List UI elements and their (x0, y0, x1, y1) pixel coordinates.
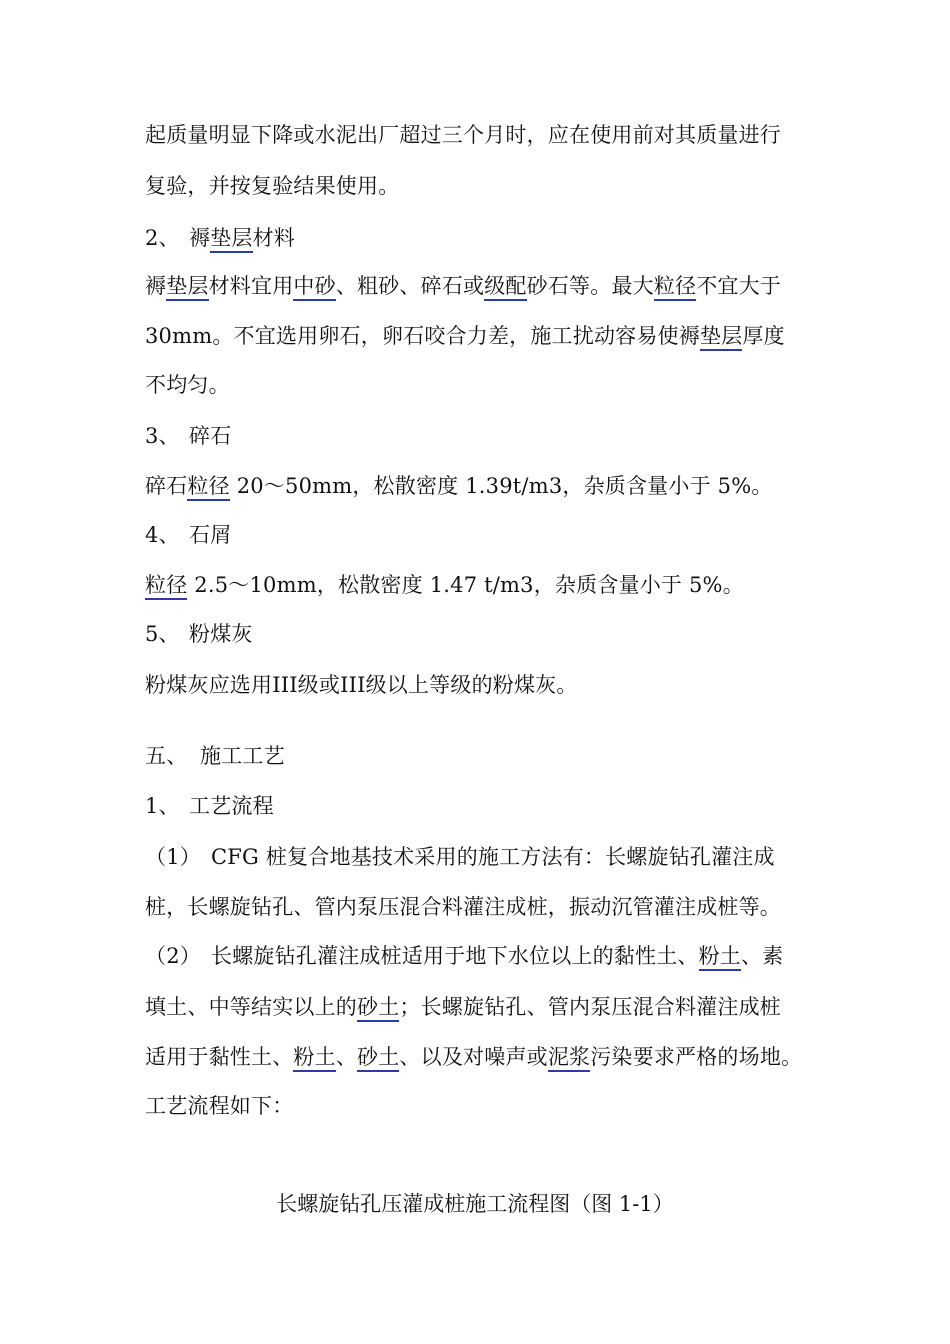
heading-text: 粉煤灰 (189, 622, 253, 646)
section-number: 1、 (145, 794, 180, 818)
heading-text: 工艺流程 (189, 794, 274, 818)
paragraph-line: 粉煤灰应选用III级或III级以上等级的粉煤灰。 (145, 673, 578, 697)
text-run: 材料宜用 (208, 274, 294, 298)
text-run: 长螺旋钻孔灌注成桩适用于地下水位以上的黏性土、 (211, 944, 699, 968)
text-run: 30mm。不宜选用卵石，卵石咬合力差，施工扰动容易使褥 (145, 324, 700, 348)
underlined-term: 中砂 (293, 274, 335, 301)
underlined-term: 粒径 (145, 573, 187, 600)
underlined-term: 垫层 (210, 226, 252, 253)
section-heading-4 (145, 521, 231, 549)
text-run: 厚度 (742, 324, 785, 348)
item-number: （1） (145, 845, 201, 869)
section-number: 五、 (145, 744, 188, 768)
underlined-term: 垫层 (700, 324, 742, 351)
text-run: 碎石 (145, 474, 188, 498)
heading-text: 施工工艺 (200, 744, 285, 768)
heading-text: 石屑 (189, 523, 232, 547)
text-run: 污染要求严格的场地。 (590, 1045, 803, 1069)
underlined-term: 砂土 (357, 1045, 399, 1072)
subsection-heading (145, 792, 274, 820)
section-heading-2 (145, 224, 295, 252)
text-run: 、粗砂、碎石或 (335, 274, 485, 298)
text-run: 填土、中等结实以上的 (145, 995, 357, 1019)
heading-text: 褥 (189, 226, 211, 250)
paragraph-line: 工艺流程如下： (145, 1094, 294, 1118)
underlined-term: 砂土 (357, 995, 399, 1022)
paragraph-line: 不均匀。 (145, 373, 230, 397)
text-run: CFG 桩复合地基技术采用的施工方法有：长螺旋钻孔灌注成 (211, 845, 775, 869)
text-run: 不宜大于 (696, 274, 782, 298)
text-run: ；长螺旋钻孔、管内泵压混合料灌注成桩 (399, 995, 782, 1019)
heading-text: 材料 (252, 226, 296, 250)
section-heading-3 (145, 422, 231, 450)
underlined-term: 粒径 (654, 274, 696, 301)
text-run: 2.5～10mm，松散密度 1.47 t/m3，杂质含量小于 5%。 (187, 573, 744, 597)
text-run: 、以及对噪声或 (399, 1045, 548, 1069)
text-run: 、素 (741, 944, 784, 968)
text-run: 适用于黏性土、 (145, 1045, 294, 1069)
chapter-heading (145, 742, 285, 770)
figure-caption: 长螺旋钻孔压灌成桩施工流程图（图 1-1） (276, 1192, 674, 1216)
paragraph-line (145, 942, 783, 970)
paragraph-line (145, 472, 773, 500)
underlined-term: 粉土 (699, 944, 741, 971)
text-run: 砂石等。最大 (526, 274, 654, 298)
text-run: 褥 (145, 274, 167, 298)
paragraph-line (145, 843, 775, 871)
paragraph-line: 桩，长螺旋钻孔、管内泵压混合料灌注成桩，振动沉管灌注成桩等。 (145, 895, 781, 919)
paragraph-line (145, 1043, 802, 1071)
underlined-term: 粉土 (293, 1045, 335, 1072)
underlined-term: 级配 (484, 274, 526, 301)
paragraph-line (145, 571, 744, 599)
section-heading-5 (145, 620, 253, 648)
section-number: 4、 (145, 523, 180, 547)
underlined-term: 垫层 (166, 274, 208, 301)
text-run: 、 (335, 1045, 358, 1069)
paragraph-line (145, 322, 785, 350)
underlined-term: 粒径 (187, 474, 229, 501)
item-number: （2） (145, 944, 201, 968)
paragraph-line: 复验，并按复验结果使用。 (145, 174, 400, 198)
section-number: 5、 (145, 622, 180, 646)
section-number: 3、 (145, 424, 180, 448)
paragraph-line (145, 272, 781, 300)
underlined-term: 泥浆 (548, 1045, 590, 1072)
paragraph-line (145, 993, 781, 1021)
paragraph-line: 起质量明显下降或水泥出厂超过三个月时，应在使用前对其质量进行 (145, 123, 781, 147)
text-run: 20～50mm，松散密度 1.39t/m3，杂质含量小于 5%。 (229, 474, 773, 498)
heading-text: 碎石 (189, 424, 232, 448)
section-number: 2、 (145, 226, 180, 250)
